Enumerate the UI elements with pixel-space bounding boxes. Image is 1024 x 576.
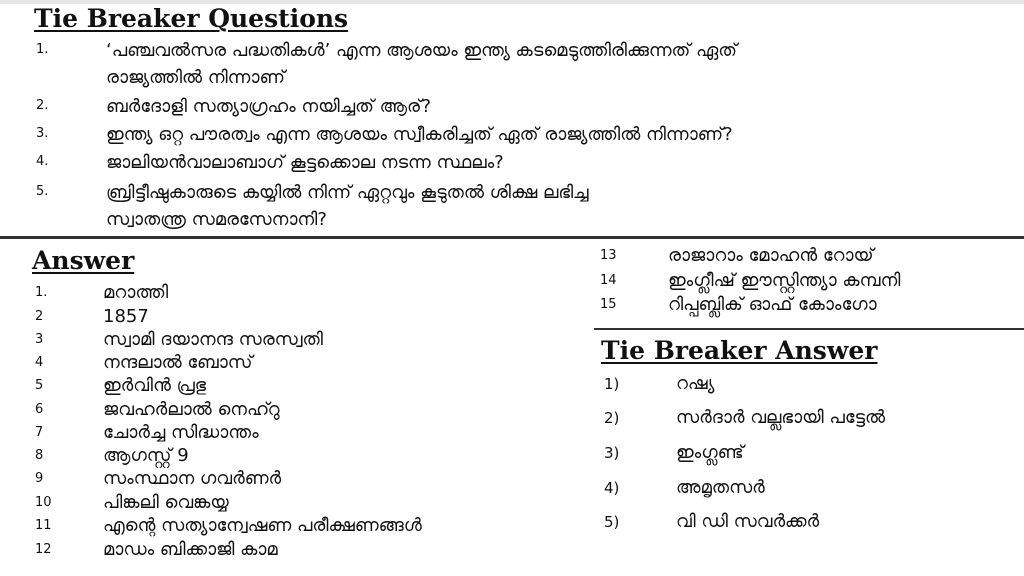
tie-breaker-answer-text: റഷ്യ xyxy=(676,373,715,394)
answer-text: ആഗസ്റ്റ് 9 xyxy=(103,445,189,466)
tie-breaker-answer-number: 4) xyxy=(604,479,620,497)
tie-breaker-answer-text: അമൃതസർ xyxy=(676,477,765,498)
question-number: 5. xyxy=(36,184,49,199)
answer-text: ചോർച്ച സിദ്ധാന്തം xyxy=(103,422,259,443)
answer-text: രാജാറാം മോഹൻ റോയ് xyxy=(668,245,874,266)
answer-text: എന്റെ സത്യാന്വേഷണ പരീക്ഷണങ്ങൾ xyxy=(103,515,422,536)
question-text: ബ്രിട്ടീഷുകാരുടെ കയ്യിൽ നിന്ന് ഏറ്റവും കൂടുതൽ ശിക്ഷ ലഭിച്ച xyxy=(106,182,589,203)
question-text: ‘പഞ്ചവൽസര പദ്ധതികൾ’ എന്ന ആശയം ഇന്ത്യ കടമെടുത്തിരിക്കുന്നത് ഏത് xyxy=(106,40,738,61)
answer-text: സംസ്ഥാന ഗവർണർ xyxy=(103,468,282,489)
answer-number: 3 xyxy=(35,332,44,347)
questions-heading: Tie Breaker Questions xyxy=(34,4,349,33)
answer-text: സ്വാമി ദയാനന്ദ സരസ്വതി xyxy=(103,329,323,350)
tie-breaker-answer-number: 2) xyxy=(604,409,620,427)
answer-text: ഇംഗ്ലീഷ് ഈസ്റ്റിന്ത്യാ കമ്പനി xyxy=(668,270,901,291)
answer-number: 14 xyxy=(600,273,617,288)
question-text: സ്വാതന്ത്ര സമരസേനാനി? xyxy=(106,209,327,230)
answer-number: 2 xyxy=(35,309,44,324)
answer-number: 8 xyxy=(35,448,44,463)
answer-number: 12 xyxy=(35,542,52,557)
answer-heading: Answer xyxy=(32,246,135,275)
answer-text: റിപ്പബ്ലിക് ഓഫ് കോംഗോ xyxy=(668,294,877,315)
answer-text: പിങ്കലി വെങ്കയ്യ xyxy=(103,492,229,513)
question-text: ഇന്ത്യ ഒറ്റ പൗരത്വം എന്ന ആശയം സ്വീകരിച്ചത് ഏത് രാജ്യത്തിൽ നിന്നാണ്? xyxy=(106,124,733,145)
answer-text: നന്ദലാൽ ബോസ് xyxy=(103,352,253,373)
tie-breaker-answer-heading: Tie Breaker Answer xyxy=(601,336,878,365)
answer-number: 10 xyxy=(35,495,52,510)
question-number: 1. xyxy=(36,42,49,57)
question-number: 3. xyxy=(36,126,49,141)
answer-number: 1. xyxy=(35,285,48,300)
tie-breaker-answer-text: സർദാർ വല്ലഭായി പട്ടേൽ xyxy=(676,407,886,428)
answer-number: 13 xyxy=(600,248,617,263)
tie-breaker-answer-number: 1) xyxy=(604,375,620,393)
answer-section-rule xyxy=(594,328,1024,330)
answer-number: 6 xyxy=(35,402,44,417)
tie-breaker-answer-number: 3) xyxy=(604,444,620,462)
answer-number: 11 xyxy=(35,518,52,533)
question-number: 4. xyxy=(36,154,49,169)
tie-breaker-answer-text: ഇംഗ്ലണ്ട് xyxy=(676,442,744,463)
answer-text: ഇർവിൻ പ്രഭു xyxy=(103,375,206,396)
question-text: ജാലിയൻവാലാബാഗ് കൂട്ടക്കൊല നടന്ന സ്ഥലം? xyxy=(106,152,504,173)
answer-number: 9 xyxy=(35,471,44,486)
answer-number: 7 xyxy=(35,425,44,440)
answer-number: 4 xyxy=(35,355,44,370)
answer-text: മറാത്തി xyxy=(103,282,169,303)
question-number: 2. xyxy=(36,98,49,113)
tie-breaker-answer-text: വി ഡി സവർക്കർ xyxy=(676,511,820,532)
question-text: രാജ്യത്തിൽ നിന്നാണ് xyxy=(106,67,285,88)
tie-breaker-answer-number: 5) xyxy=(604,513,620,531)
section-divider xyxy=(0,236,1024,239)
answer-text: ജവഹർലാൽ നെഹ്റു xyxy=(103,399,280,420)
answer-number: 15 xyxy=(600,297,617,312)
answer-number: 5 xyxy=(35,378,44,393)
question-text: ബർദോളി സത്യാഗ്രഹം നയിച്ചത് ആര്? xyxy=(106,96,432,117)
answer-text: 1857 xyxy=(103,306,149,327)
answer-text: മാഡം ബിക്കാജി കാമ xyxy=(103,539,278,560)
